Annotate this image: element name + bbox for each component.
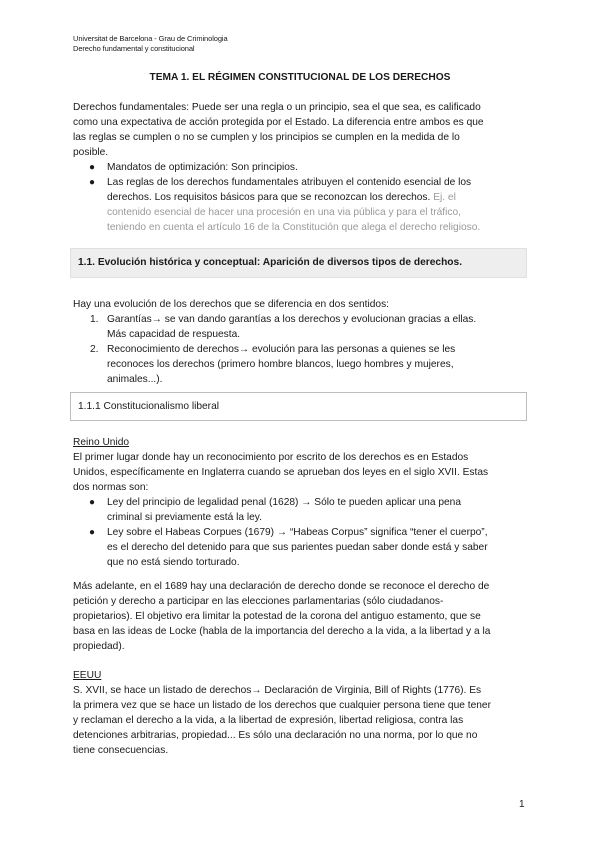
example-note: contenido esencial de hacer una procesión en una via pública y para el tráfico, <box>107 207 461 218</box>
us-paragraph-line: la primera vez que se hace un listado de los derechos que cualquier persona tiene que tener <box>73 700 491 711</box>
list-item: animales...). <box>107 374 163 385</box>
bullet-icon: ● <box>89 177 96 188</box>
us-paragraph-line: detenciones arbitrarias, propiedad... Es sólo una declaración no una norma, por lo que no <box>73 730 478 741</box>
us-paragraph-line: y reclaman el derecho a la vida, a la libertad de expresión, libertad religiosa, contra las <box>73 715 464 726</box>
list-number: 1. <box>90 314 99 325</box>
us-heading: EEUU <box>73 670 102 681</box>
page-number: 1 <box>519 799 525 810</box>
example-note: Ej. el <box>433 192 456 203</box>
later-paragraph-line: propietarios). El objetivo era limitar la potestad de la corona del antiguo estamento, que se <box>73 611 481 622</box>
list-item: Más capacidad de respuesta. <box>107 329 241 340</box>
bullet-item: que no está siendo torturado. <box>107 557 240 568</box>
header-university: Universitat de Barcelona - Grau de Criminologia <box>73 34 228 43</box>
subsection-heading: 1.1.1 Constitucionalismo liberal <box>78 401 219 412</box>
bullet-icon: ● <box>89 162 96 173</box>
bullet-item: Ley del principio de legalidad penal (1628) → Sólo te pueden aplicar una pena <box>107 497 461 508</box>
list-item: Reconocimiento de derechos→ evolución para las personas a quienes se les <box>107 344 456 355</box>
later-paragraph-line: propiedad). <box>73 641 125 652</box>
section-intro: Hay una evolución de los derechos que se diferencia en dos sentidos: <box>73 299 390 310</box>
running-header <box>73 34 228 54</box>
uk-heading: Reino Unido <box>73 437 130 448</box>
section-heading: 1.1. Evolución histórica y conceptual: Aparición de diversos tipos de derechos. <box>78 257 463 268</box>
bullet-icon: ● <box>89 527 96 538</box>
later-paragraph-line: Más adelante, en el 1689 hay una declaración de derecho donde se reconoce el derecho de <box>73 581 490 592</box>
bullet-item-text: derechos. Los requisitos básicos para que se reconozcan los derechos. <box>107 192 431 203</box>
uk-paragraph-line: dos normas son: <box>73 482 149 493</box>
bullet-item: criminal si previamente está la ley. <box>107 512 262 523</box>
later-paragraph-line: petición y derecho a participar en las elecciones parlamentarias (sólo ciudadanos- <box>73 596 444 607</box>
bullet-icon: ● <box>89 497 96 508</box>
list-number: 2. <box>90 344 99 355</box>
intro-line: Derechos fundamentales: Puede ser una regla o un principio, sea el que sea, es calificado <box>73 102 481 113</box>
header-course: Derecho fundamental y constitucional <box>73 44 195 53</box>
uk-paragraph-line: Unidos, específicamente en Inglaterra cuando se aprueban dos leyes en el siglo XVII. Estas <box>73 467 489 478</box>
us-paragraph-line: tiene consecuencias. <box>73 745 169 756</box>
intro-line: posible. <box>73 147 109 158</box>
uk-paragraph-line: El primer lugar donde hay un reconocimiento por escrito de los derechos es en Estados <box>73 452 469 463</box>
intro-line: las reglas se cumplen o no se cumplen y los principios se cumplen en la medida de lo <box>73 132 460 143</box>
us-paragraph-line: S. XVII, se hace un listado de derechos→ Declaración de Virginia, Bill of Rights (1776). Es <box>73 685 482 696</box>
bullet-item: Ley sobre el Habeas Corpues (1679) → “Habeas Corpus” significa “tener el cuerpo”, <box>107 527 488 538</box>
example-note: teniendo en cuenta el artículo 16 de la Constitución que alega el derecho religioso. <box>107 222 481 233</box>
subsection-heading-box <box>70 392 527 421</box>
list-item: reconoces los derechos (primero hombre blancos, luego hombres y mujeres, <box>107 359 454 370</box>
bullet-item: es el derecho del detenido para que sus parientes puedan saber donde está y saber <box>107 542 488 553</box>
page-title: TEMA 1. EL RÉGIMEN CONSTITUCIONAL DE LOS DERECHOS <box>149 72 451 83</box>
intro-line: como una expectativa de acción protegida por el Estado. La diferencia entre ambos es que <box>73 117 484 128</box>
section-heading-box <box>70 248 527 278</box>
later-paragraph-line: basa en las ideas de Locke (habla de la importancia del derecho a la vida, a la libertad y a la <box>73 626 491 637</box>
bullet-item: Las reglas de los derechos fundamentales atribuyen el contenido esencial de los <box>107 177 472 188</box>
bullet-item: Mandatos de optimización: Son principios. <box>107 162 298 173</box>
bullet-item-continued <box>107 190 527 205</box>
list-item: Garantías→ se van dando garantías a los derechos y evolucionan gracias a ellas. <box>107 314 477 325</box>
